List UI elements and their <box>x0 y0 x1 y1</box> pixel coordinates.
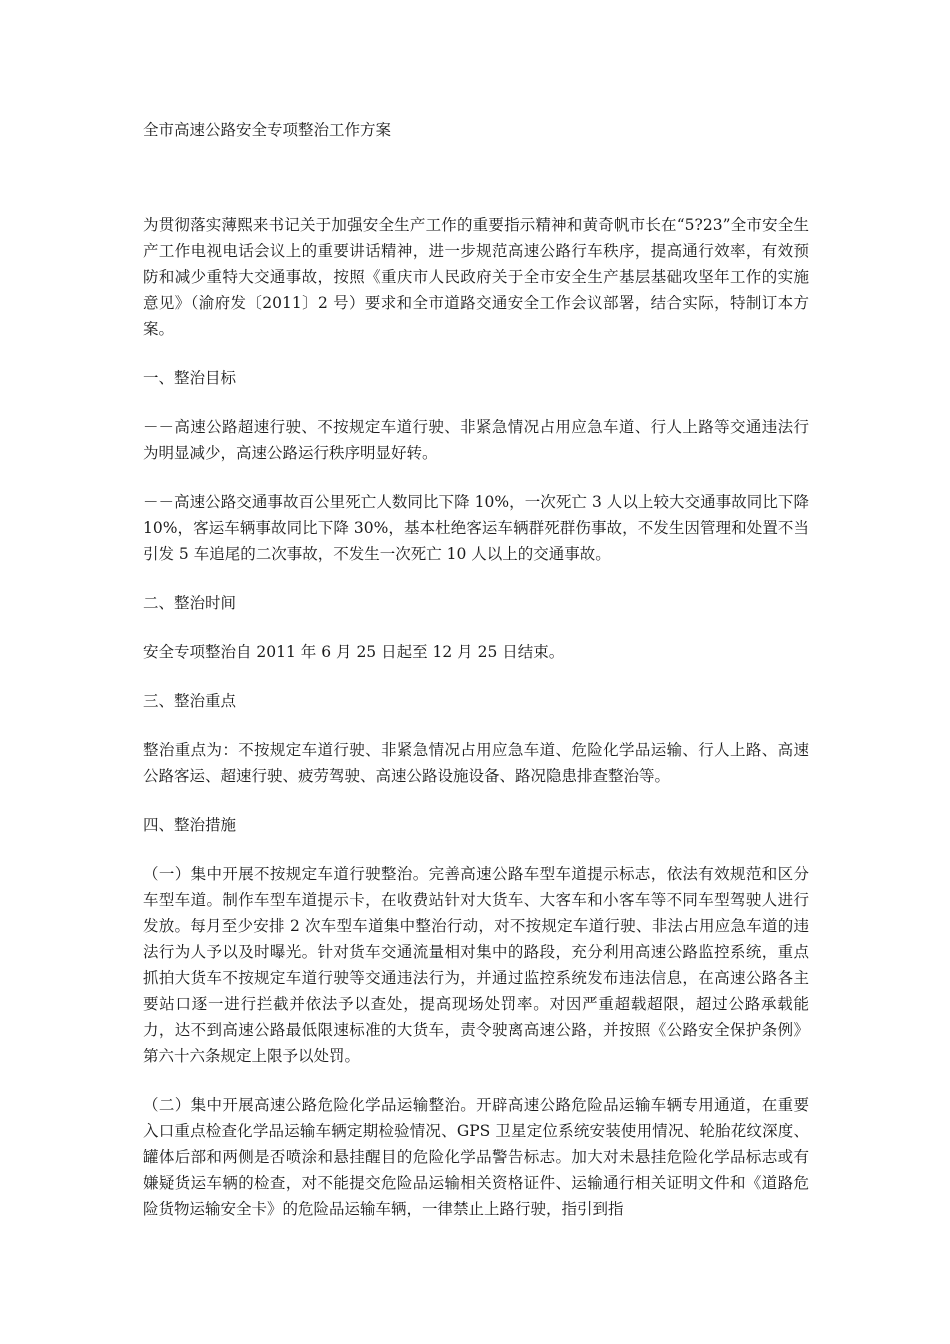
measure-paragraph-2: （二）集中开展高速公路危险化学品运输整治。开辟高速公路危险品运输车辆专用通道，在重要入口重点检查化学品运输车辆定期检验情况、GPS 卫星定位系统安装使用情况、轮胎花纹深度、罐体后部和两侧是否喷涂和悬挂醒目的危险化学品警告标志。加大对未悬挂危险化学品标志或有嫌疑货运车辆的检查，对不能提交危险品运输相关资格证件、运输通行相关证明文件和《道路危险货物运输安全卡》的危险品运输车辆，一律禁止上路行驶，指引到指 <box>143 1096 809 1218</box>
document-title: 全市高速公路安全专项整治工作方案 <box>143 121 392 139</box>
measure-paragraph-1: （一）集中开展不按规定车道行驶整治。完善高速公路车型车道提示标志，依法有效规范和区分车型车道。制作车型车道提示卡，在收费站针对大货车、大客车和小客车等不同车型驾驶人进行发放。每月至少安排 2 次车型车道集中整治行动，对不按规定车道行驶、非法占用应急车道的违法行为人予以及时曝光。针对货车交通流量相对集中的路段，充分利用高速公路监控系统，重点抓拍大货车不按规定车道行驶等交通违法行为，并通过监控系统发布违法信息，在高速公路各主要站口逐一进行拦截并依法予以查处，提高现场处罚率。对因严重超载超限，超过公路承载能力，达不到高速公路最低限速标准的大货车，责令驶离高速公路，并按照《公路安全保护条例》第六十六条规定上限予以处罚。 <box>143 865 809 1065</box>
goal-paragraph-1: －－高速公路超速行驶、不按规定车道行驶、非紧急情况占用应急车道、行人上路等交通违法行为明显减少，高速公路运行秩序明显好转。 <box>143 418 809 462</box>
intro-paragraph: 为贯彻落实薄熙来书记关于加强安全生产工作的重要指示精神和黄奇帆市长在“5?23”全市安全生产工作电视电话会议上的重要讲话精神，进一步规范高速公路行车秩序，提高通行效率，有效预防和减少重特大交通事故，按照《重庆市人民政府关于全市安全生产基层基础攻坚年工作的实施意见》（渝府发〔2011〕2 号）要求和全市道路交通安全工作会议部署，结合实际，特制订本方案。 <box>143 216 809 338</box>
section-heading-time: 二、整治时间 <box>143 594 237 612</box>
time-paragraph: 安全专项整治自 2011 年 6 月 25 日起至 12 月 25 日结束。 <box>143 643 565 661</box>
document-body <box>143 212 809 1245</box>
section-heading-goals: 一、整治目标 <box>143 369 237 387</box>
goal-paragraph-2: －－高速公路交通事故百公里死亡人数同比下降 10%，一次死亡 3 人以上较大交通事故同比下降 10%，客运车辆事故同比下降 30%，基本杜绝客运车辆群死群伤事故，不发生因管理和处置不当引发 5 车追尾的二次事故，不发生一次死亡 10 人以上的交通事故。 <box>143 493 809 563</box>
section-heading-focus: 三、整治重点 <box>143 692 237 710</box>
focus-paragraph: 整治重点为：不按规定车道行驶、非紧急情况占用应急车道、危险化学品运输、行人上路、高速公路客运、超速行驶、疲劳驾驶、高速公路设施设备、路况隐患排查整治等。 <box>143 741 809 785</box>
section-heading-measures: 四、整治措施 <box>143 816 237 834</box>
